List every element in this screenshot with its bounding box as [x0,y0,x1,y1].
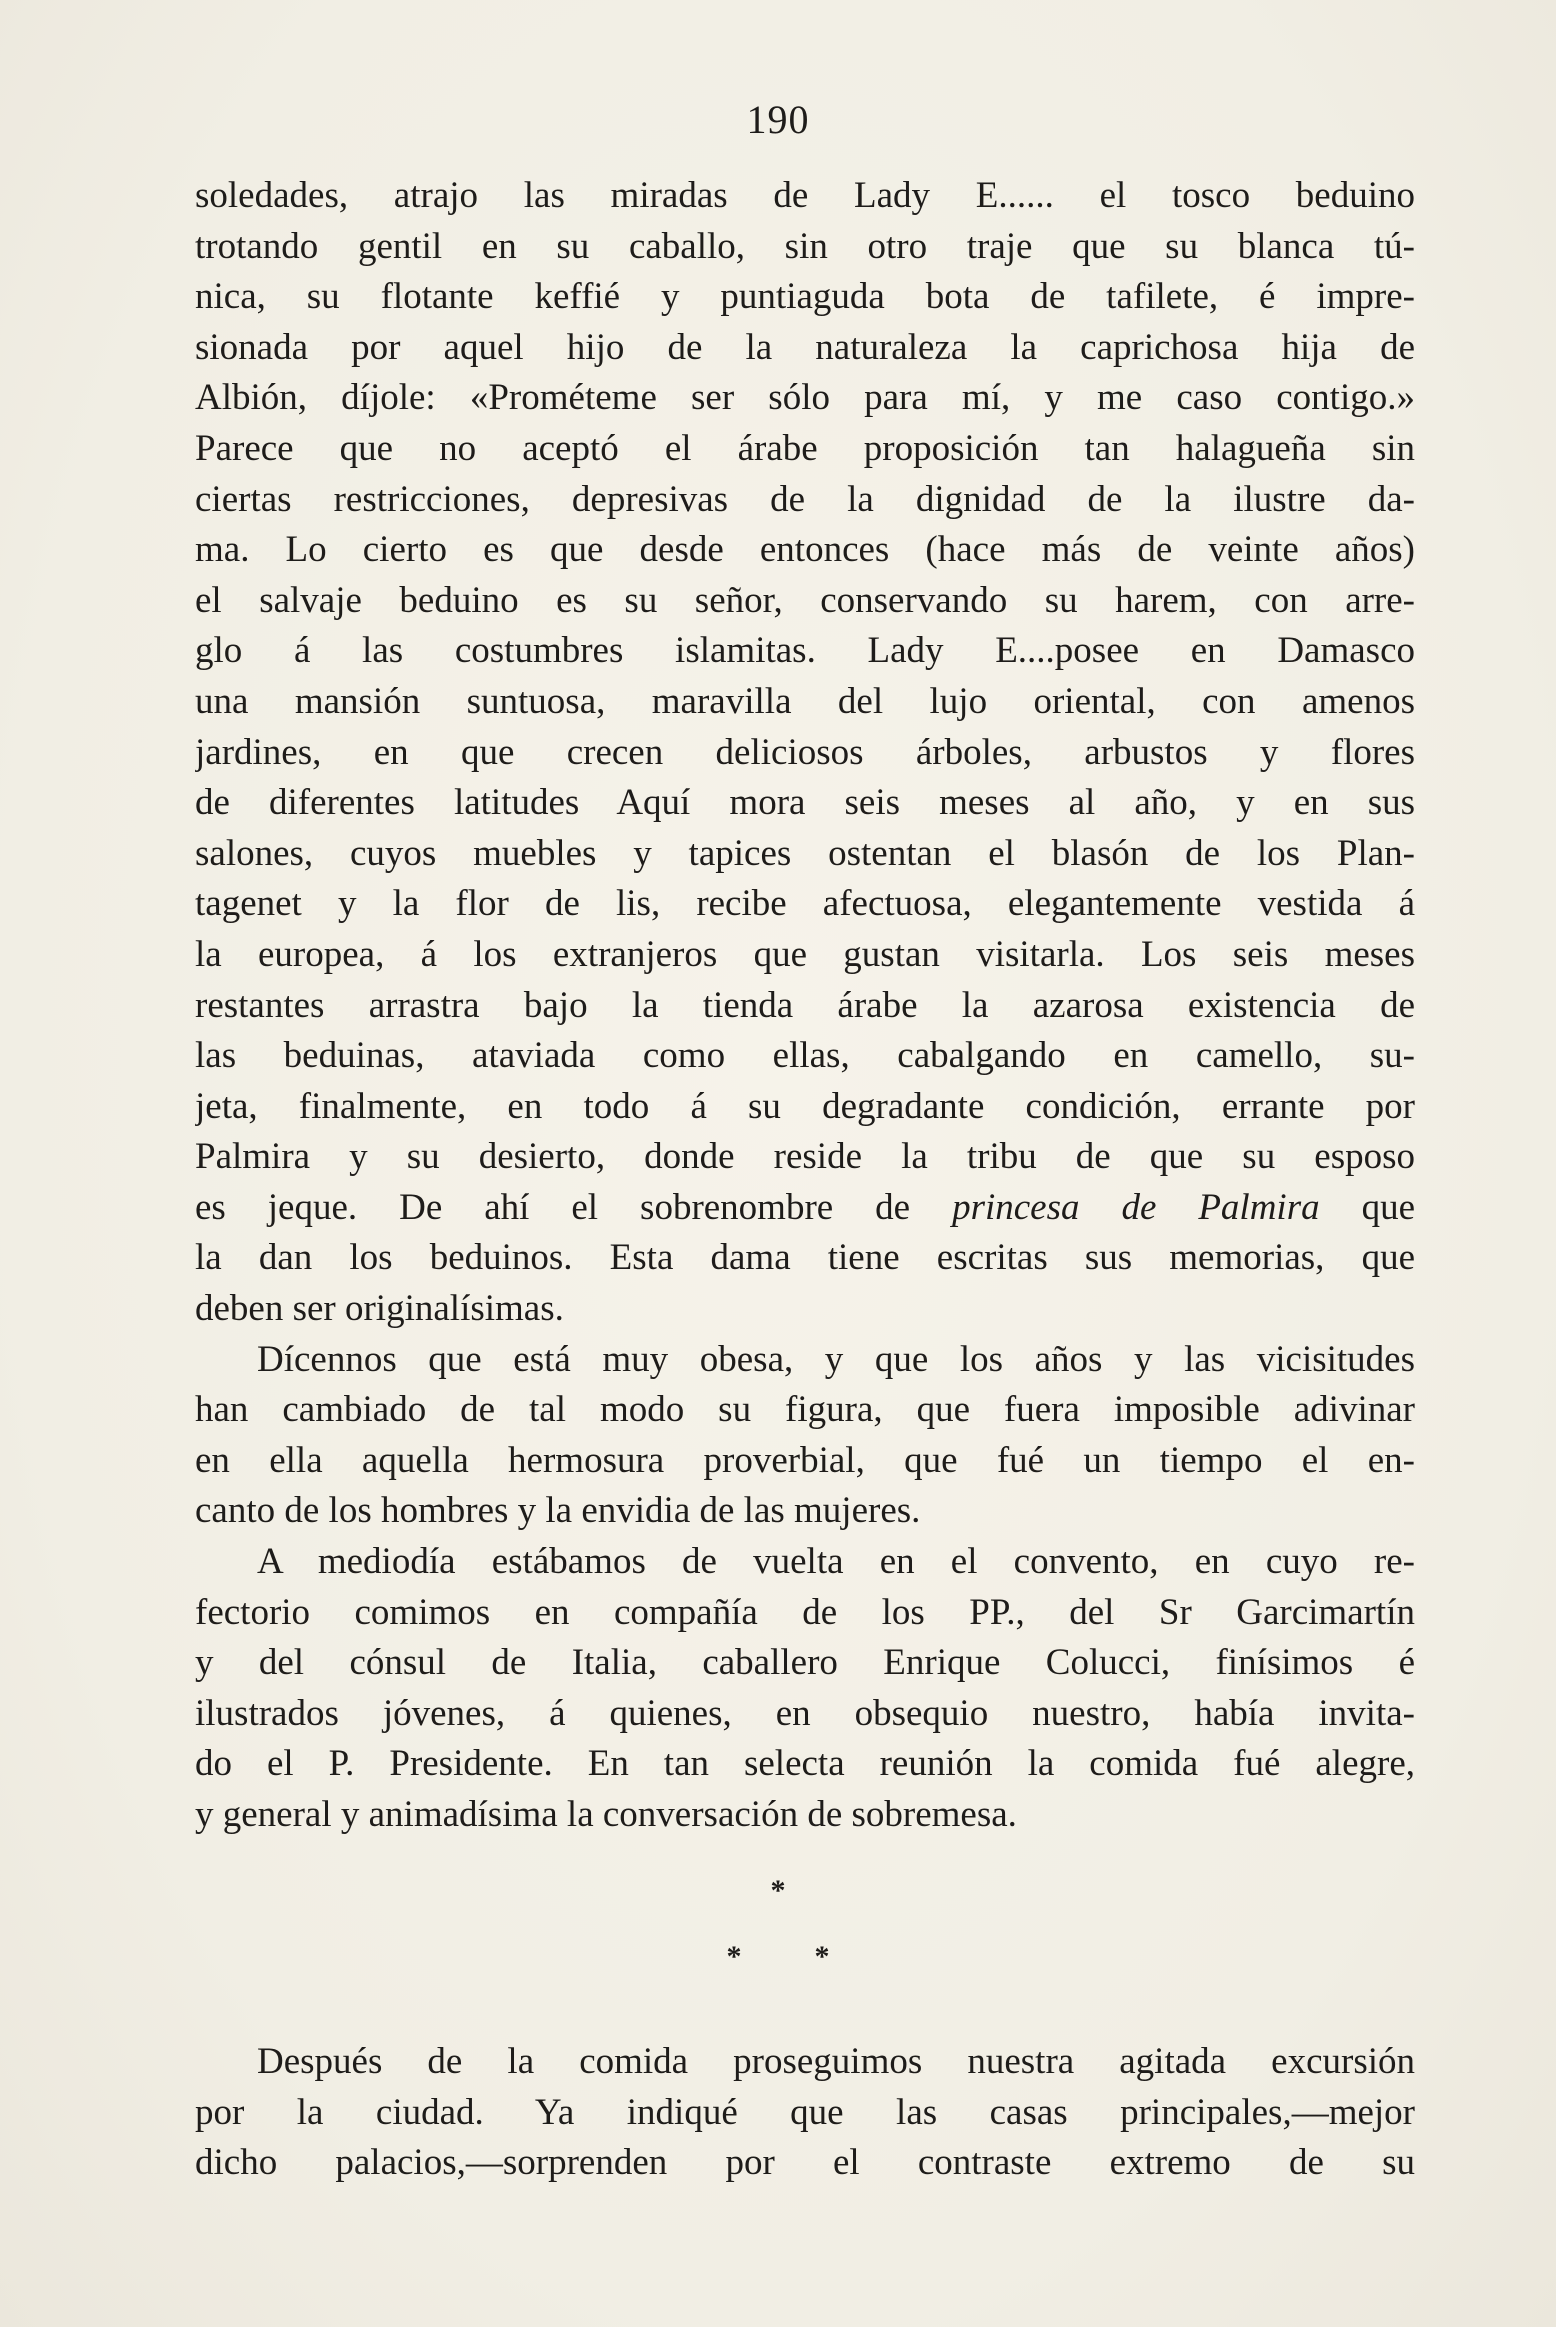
text-segment: es jeque. De ahí el sobrenombre de [195,1186,911,1228]
text-line: la europea, á los extranjeros que gustan visitarla. Los seis meses [195,933,1415,975]
text-line: ciertas restricciones, depresivas de la dignidad de la ilustre da- [195,478,1415,520]
text-line: salones, cuyos muebles y tapices ostentan el blasón de los Plan- [195,832,1415,874]
text-line: trotando gentil en su caballo, sin otro traje que su blanca tú- [195,225,1415,267]
text-line: Parece que no aceptó el árabe proposición tan halagueña sin [195,427,1415,469]
text-line: fectorio comimos en compañía de los PP., del Sr Garcimartín [195,1591,1415,1633]
text-line: soledades, atrajo las miradas de Lady E...... el tosco beduino [195,175,1415,216]
asterisk: * [726,1940,742,1973]
text-line: Albión, díjole: «Prométeme ser sólo para mí, y me caso contigo.» [195,377,1415,419]
paragraph-4 [195,2037,1415,2189]
text-line: Dícennos que está muy obesa, y que los años y las vicisitudes [257,1338,1415,1380]
text-line: sionada por aquel hijo de la naturaleza la caprichosa hija de [195,326,1415,368]
text-line: glo á las costumbres islamitas. Lady E....posee en Damasco [195,630,1415,672]
paragraph-1-tail [195,1233,1415,1334]
text-line: jardines, en que crecen deliciosos árboles, arbustos y flores [195,731,1415,773]
text-line: y del cónsul de Italia, caballero Enrique Colucci, finísimos é [195,1642,1415,1684]
text-line: canto de los hombres y la envidia de las mujeres. [195,1490,921,1532]
text-line: la dan los beduinos. Esta dama tiene escritas sus memorias, que [195,1237,1415,1279]
paragraph-2 [195,1335,1415,1537]
text-line: y general y animadísima la conversación de sobremesa. [195,1794,1017,1835]
text-line: deben ser originalísimas. [195,1288,564,1330]
text-line: en ella aquella hermosura proverbial, que fué un tiempo el en- [195,1439,1415,1481]
paragraph-3 [195,1537,1415,1841]
text-line: Después de la comida proseguimos nuestra agitada excursión [257,2041,1415,2082]
text-line: de diferentes latitudes Aquí mora seis meses al año, y en sus [195,782,1415,824]
dinkus-bottom [0,1940,1556,1974]
text-line: jeta, finalmente, en todo á su degradante condición, errante por [195,1085,1415,1127]
page-number: 190 [746,97,810,142]
text-line: nica, su flotante keffié y puntiaguda bota de tafilete, é impre- [195,276,1415,318]
text-line: restantes arrastra bajo la tienda árabe la azarosa existencia de [195,984,1415,1026]
text-line: el salvaje beduino es su señor, conservando su harem, con arre- [195,579,1415,621]
text-line: ilustrados jóvenes, á quienes, en obsequio nuestro, había invita- [195,1692,1415,1734]
dinkus-top [0,1874,1556,1908]
text-line: por la ciudad. Ya indiqué que las casas principales,—mejor [195,2091,1415,2133]
body-text-continued [195,2037,1415,2189]
text-line: las beduinas, ataviada como ellas, cabalgando en camello, su- [195,1035,1415,1077]
body-text [195,171,1415,1841]
asterisk: * [770,1874,786,1907]
text-segment: que [1361,1186,1415,1228]
asterisk: * [814,1940,830,1973]
text-line [195,1183,1415,1234]
text-line: A mediodía estábamos de vuelta en el convento, en cuyo re- [257,1541,1415,1583]
text-line: han cambiado de tal modo su figura, que fuera imposible adivinar [195,1389,1415,1431]
paragraph-1 [195,171,1415,1183]
italic-phrase: princesa de Palmira [952,1186,1320,1228]
text-line: tagenet y la flor de lis, recibe afectuosa, elegantemente vestida á [195,883,1415,925]
text-line: do el P. Presidente. En tan selecta reunión la comida fué alegre, [195,1743,1415,1785]
text-line: Palmira y su desierto, donde reside la tribu de que su esposo [195,1136,1415,1178]
text-line: una mansión suntuosa, maravilla del lujo oriental, con amenos [195,680,1415,722]
text-line: dicho palacios,—sorprenden por el contraste extremo de su [195,2142,1415,2184]
text-line: ma. Lo cierto es que desde entonces (hace más de veinte años) [195,529,1415,571]
